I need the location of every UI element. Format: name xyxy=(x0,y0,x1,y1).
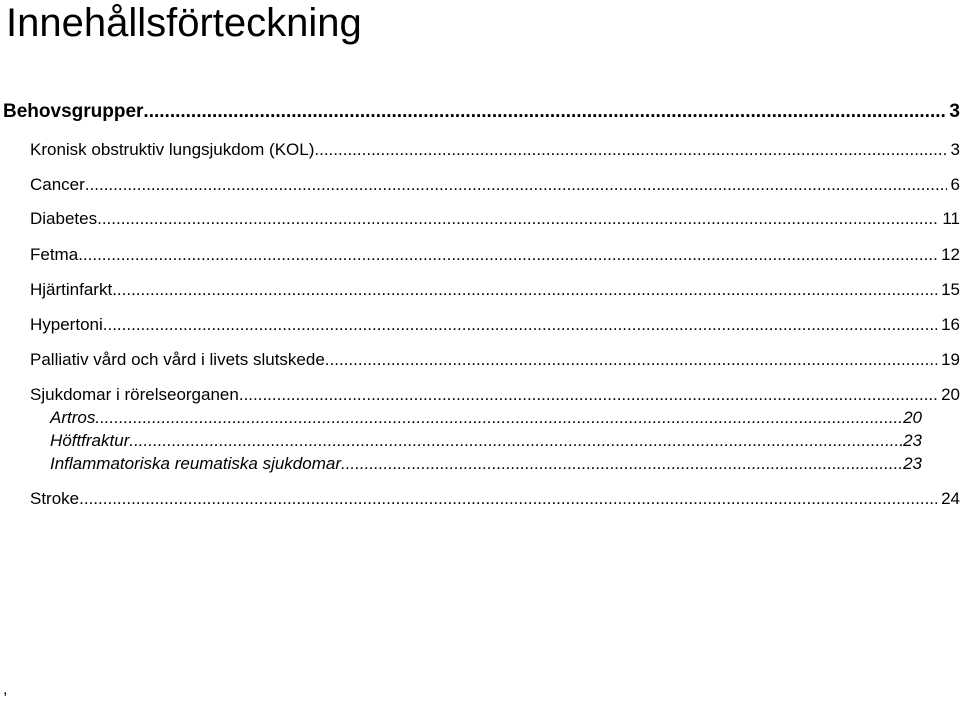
toc-entry-behovsgrupper[interactable] xyxy=(3,101,960,123)
toc-entry-label: Fetma xyxy=(30,245,79,264)
toc-leader-dots xyxy=(239,385,937,405)
toc-entry-hypertoni[interactable] xyxy=(30,315,960,335)
toc-leader-dots xyxy=(79,489,937,509)
toc-entry-page: 16 xyxy=(941,315,960,334)
toc-leader-dots xyxy=(78,245,937,265)
toc-entry-artros[interactable] xyxy=(50,408,922,428)
toc-entry-page: 15 xyxy=(941,280,960,299)
toc-leader-dots xyxy=(103,315,937,335)
toc-entry-label: Artros xyxy=(50,408,96,427)
toc-leader-dots xyxy=(129,431,903,451)
toc-entry-label: Sjukdomar i rörelseorganen xyxy=(30,385,239,404)
toc-entry-palliativ-vard[interactable] xyxy=(30,350,960,370)
toc-entry-page: 23 xyxy=(903,431,922,450)
toc-entry-kol[interactable] xyxy=(30,140,960,160)
toc-entry-label: Diabetes xyxy=(30,209,98,228)
toc-entry-label: Hjärtinfarkt xyxy=(30,280,113,299)
toc-entry-page: 19 xyxy=(941,350,960,369)
toc-entry-label: Stroke xyxy=(30,489,80,508)
toc-leader-dots xyxy=(341,454,903,474)
toc-entry-hoftfraktur[interactable] xyxy=(50,431,922,451)
toc-entry-label: Kronisk obstruktiv lungsjukdom (KOL) xyxy=(30,140,315,159)
toc-leader-dots xyxy=(143,101,945,123)
toc-entry-page: 6 xyxy=(950,175,960,194)
toc-entry-page: 23 xyxy=(903,454,922,473)
toc-leader-dots xyxy=(314,140,946,160)
toc-entry-label: Cancer xyxy=(30,175,85,194)
toc-leader-dots xyxy=(85,175,947,195)
toc-entry-page: 3 xyxy=(950,140,960,159)
toc-entry-inflammatoriska-reumatiska-sjukdomar[interactable] xyxy=(50,454,922,474)
toc-entry-stroke[interactable] xyxy=(30,489,960,509)
toc-entry-label: Inflammatoriska reumatiska sjukdomar xyxy=(50,454,341,473)
toc-entry-diabetes[interactable] xyxy=(30,209,960,229)
toc-entry-label: Hypertoni xyxy=(30,315,103,334)
toc-entry-cancer[interactable] xyxy=(30,175,960,195)
toc-entry-page: 24 xyxy=(941,489,960,508)
toc-entry-sjukdomar-i-rorelseorganen[interactable] xyxy=(30,385,960,405)
footer-mark: , xyxy=(3,681,8,698)
toc-entry-page: 20 xyxy=(941,385,960,404)
toc-entry-page: 3 xyxy=(949,101,960,122)
toc-entry-page: 20 xyxy=(903,408,922,427)
toc-leader-dots xyxy=(97,209,938,229)
toc-leader-dots xyxy=(112,280,937,300)
toc-entry-label: Höftfraktur xyxy=(50,431,130,450)
toc-entry-label: Palliativ vård och vård i livets slutskede xyxy=(30,350,325,369)
toc-entry-page: 12 xyxy=(941,245,960,264)
toc-entry-hjartinfarkt[interactable] xyxy=(30,280,960,300)
toc-entry-page: 11 xyxy=(942,209,960,228)
toc-entry-label: Behovsgrupper xyxy=(3,101,144,122)
toc-leader-dots xyxy=(325,350,937,370)
toc-leader-dots xyxy=(95,408,903,428)
page-title: Innehållsförteckning xyxy=(6,1,362,45)
toc-entry-fetma[interactable] xyxy=(30,245,960,265)
